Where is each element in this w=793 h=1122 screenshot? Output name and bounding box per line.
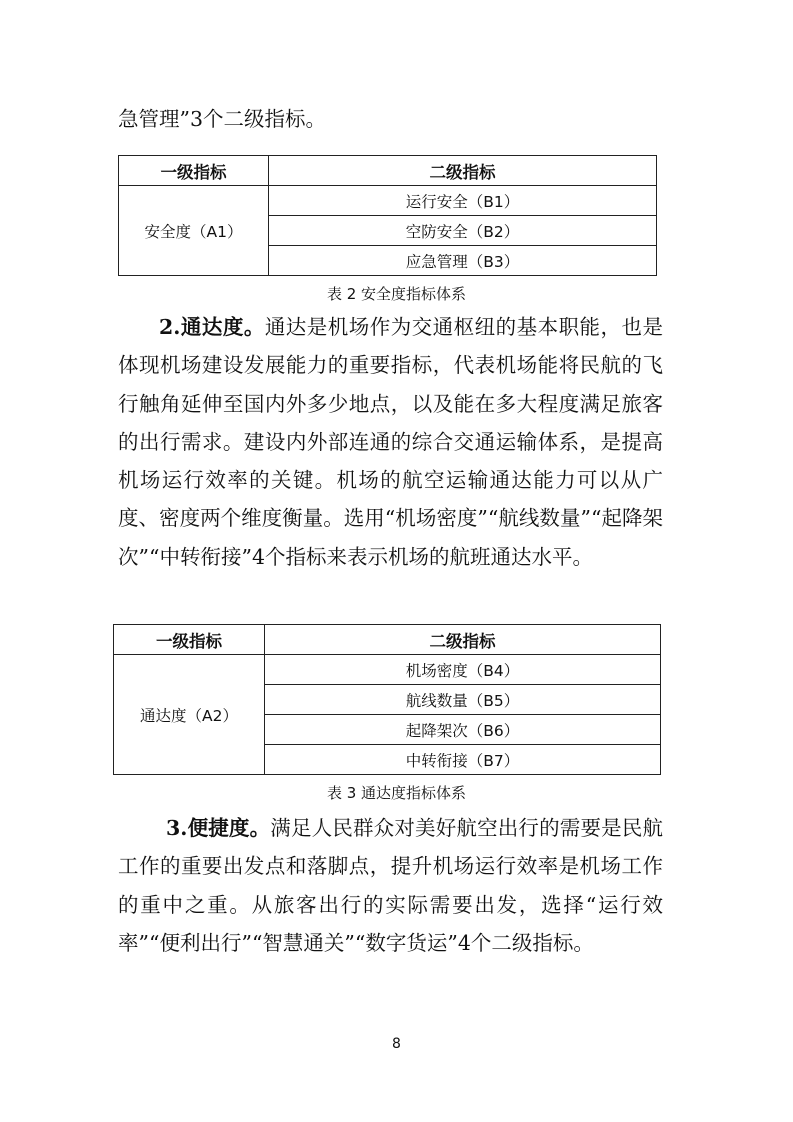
table-row [114, 655, 661, 685]
level2-cell: 起降架次（B6） [265, 715, 661, 745]
level2-cell: 运行安全（B1） [269, 186, 657, 216]
section2-body: 通达是机场作为交通枢纽的基本职能，也是体现机场建设发展能力的重要指标，代表机场能将民航的飞行触角延伸至国内外多少地点，以及能在多大程度满足旅客的出行需求。建设内外部连通的综合交通运输体系，是提高机场运行效率的关键。机场的航空运输通达能力可以从广度、密度两个维度衡量。选用“机场密度”“航线数量”“起降架次”“中转衔接”4个指标来表示机场的航班通达水平。 [118, 315, 663, 569]
level2-cell: 机场密度（B4） [265, 655, 661, 685]
table3-caption: 表 3 通达度指标体系 [326, 784, 467, 802]
table-header-row [119, 156, 657, 186]
level2-cell: 空防安全（B2） [269, 216, 657, 246]
table-safety-index [118, 155, 657, 276]
level2-cell: 航线数量（B5） [265, 685, 661, 715]
section3-paragraph [118, 809, 663, 962]
page-number: 8 [392, 1036, 401, 1052]
intro-line [118, 100, 663, 138]
level2-cell: 中转衔接（B7） [265, 745, 661, 775]
table-row [119, 186, 657, 216]
level2-cell: 应急管理（B3） [269, 246, 657, 276]
table2-caption: 表 2 安全度指标体系 [326, 285, 467, 303]
table-header-row [114, 625, 661, 655]
level1-cell: 通达度（A2） [114, 655, 265, 775]
header-level2: 二级指标 [269, 156, 657, 186]
section2-paragraph [118, 308, 663, 576]
level1-cell: 安全度（A1） [119, 186, 269, 276]
header-level1: 一级指标 [119, 156, 269, 186]
section3-heading: 3.便捷度。 [166, 816, 271, 840]
section2-heading: 2.通达度。 [159, 315, 265, 339]
intro-line-text: 急管理”3个二级指标。 [118, 107, 327, 131]
table-accessibility-index [113, 624, 661, 775]
header-level2: 二级指标 [265, 625, 661, 655]
header-level1: 一级指标 [114, 625, 265, 655]
section3-body: 满足人民群众对美好航空出行的需要是民航工作的重要出发点和落脚点，提升机场运行效率是机场工作的重中之重。从旅客出行的实际需要出发，选择“运行效率”“便利出行”“智慧通关”“数字货运”4个二级指标。 [118, 816, 663, 955]
